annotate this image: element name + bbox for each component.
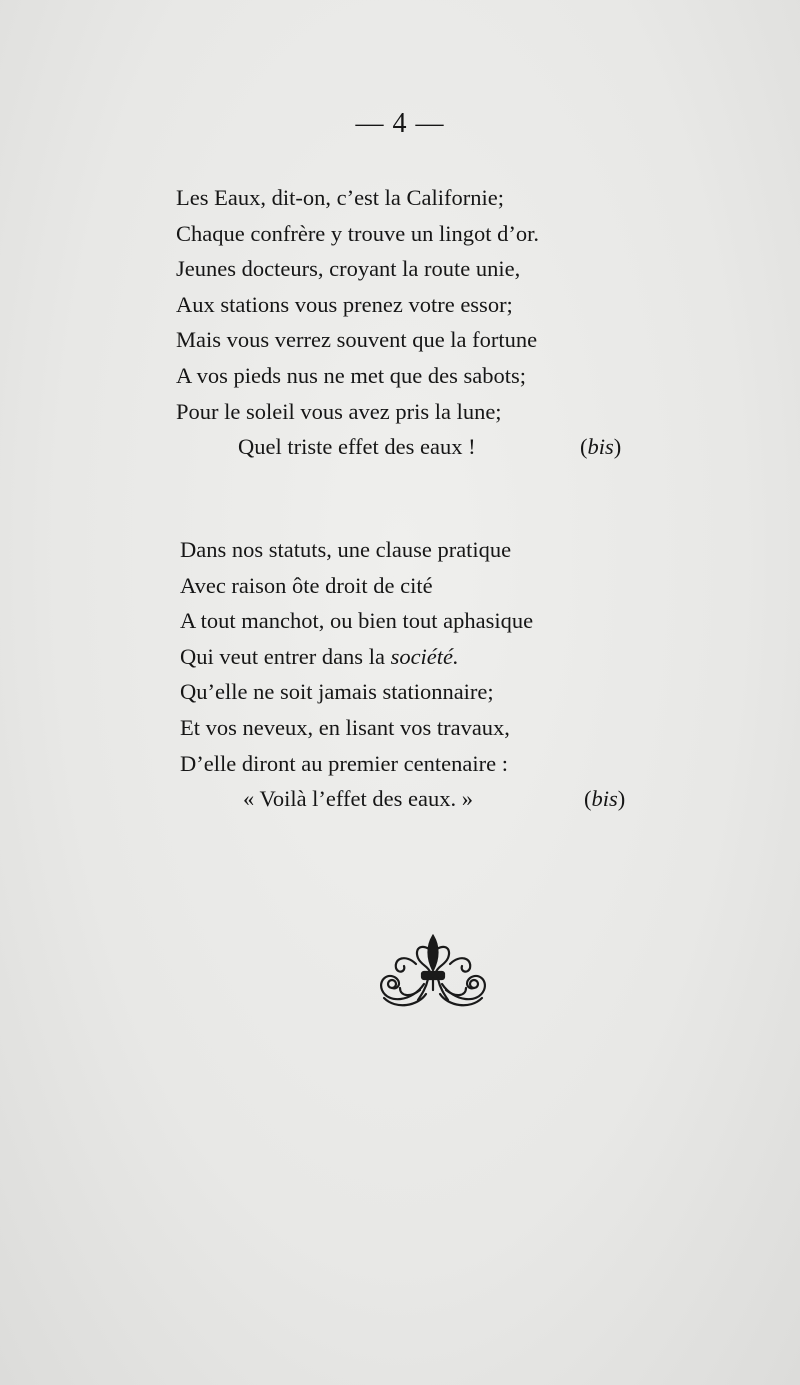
- italic-word: société.: [390, 643, 459, 669]
- refrain-text: « Voilà l’effet des eaux. »: [243, 786, 473, 812]
- verse-line: Jeunes docteurs, croyant la route unie,: [176, 256, 521, 282]
- verse-line: Mais vous verrez souvent que la fortune: [176, 327, 538, 353]
- refrain-line: [180, 781, 650, 817]
- refrain-text: Quel triste effet des eaux !: [238, 434, 476, 460]
- verse-line: Qu’elle ne soit jamais stationnaire;: [180, 679, 494, 705]
- verse-line: Avec raison ôte droit de cité: [180, 572, 433, 598]
- verse-line: Aux stations vous prenez votre essor;: [176, 291, 513, 317]
- verse-line: Les Eaux, dit-on, c’est la Californie;: [176, 185, 505, 210]
- verse-line: D’elle diront au premier centenaire :: [180, 750, 508, 776]
- verse-line: A vos pieds nus ne met que des sabots;: [176, 362, 526, 388]
- stanza-1: [176, 180, 646, 465]
- bis-marker: (bis): [580, 434, 622, 460]
- refrain-line: [176, 429, 646, 465]
- stanza-2: [180, 532, 650, 817]
- verse-line: A tout manchot, ou bien tout aphasique: [180, 608, 534, 634]
- verse-line: Pour le soleil vous avez pris la lune;: [176, 398, 502, 424]
- verse-line: Et vos neveux, en lisant vos travaux,: [180, 714, 510, 740]
- verse-line: Dans nos statuts, une clause pratique: [180, 537, 512, 562]
- verse-line: Qui veut entrer dans la société.: [180, 643, 459, 669]
- bis-marker: (bis): [584, 786, 626, 812]
- fleuron-ornament-icon: [374, 932, 492, 1014]
- page-number: — 4 —: [355, 108, 445, 139]
- verse-line: Chaque confrère y trouve un lingot d’or.: [176, 220, 540, 246]
